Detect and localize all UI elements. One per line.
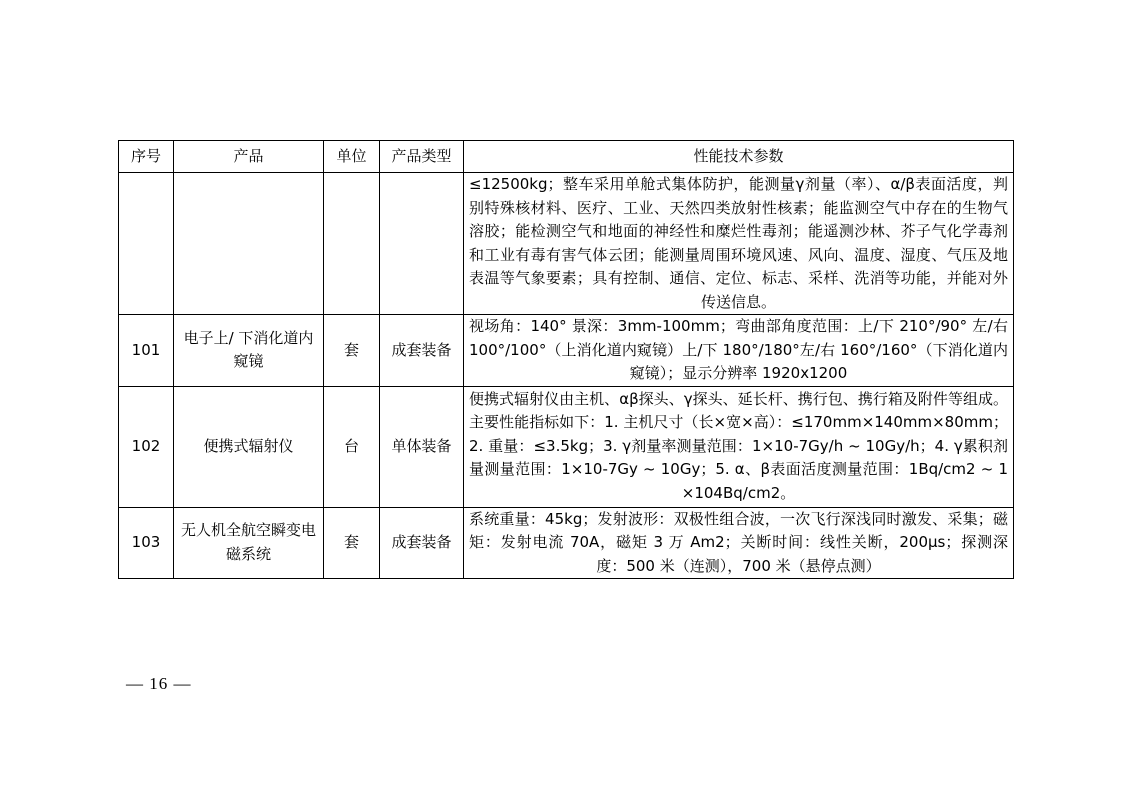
cell-no: 102 [119,386,174,507]
cell-type [380,173,464,315]
cell-no: 103 [119,507,174,579]
cell-no: 101 [119,315,174,387]
spec-table [118,140,1014,579]
cell-params: 视场角：140° 景深：3mm-100mm；弯曲部角度范围：上/下 210°/90° 左/右100°/100°（上消化道内窥镜）上/下 180°/180°左/右 160°/160°（下消化道内窥镜）；显示分辨率 1920x1200 [464,315,1014,387]
header-product: 产品 [174,141,324,173]
cell-product [174,173,324,315]
cell-unit: 套 [324,507,380,579]
cell-params: 系统重量：45kg；发射波形：双极性组合波，一次飞行深浅同时激发、采集；磁矩：发射电流 70A，磁矩 3 万 Am2；关断时间：线性关断，200μs；探测深度：500 米（连测），700 米（悬停点测） [464,507,1014,579]
table-row [119,386,1014,507]
cell-no [119,173,174,315]
page-number: — 16 — [126,674,192,693]
cell-params: 便携式辐射仪由主机、αβ探头、γ探头、延长杆、携行包、携行箱及附件等组成。主要性能指标如下：1. 主机尺寸（长×宽×高）：≤170mm×140mm×80mm；2. 重量：≤3.5kg；3. γ剂量率测量范围：1×10-7Gy/h ~ 10Gy/h；4. γ累积剂量测量范围：1×10-7Gy ~ 10Gy；5. α、β表面活度测量范围：1Bq/cm2 ~ 1×104Bq/cm2。 [464,386,1014,507]
cell-unit [324,173,380,315]
table-header-row [119,141,1014,173]
cell-product: 无人机全航空瞬变电磁系统 [174,507,324,579]
cell-type: 成套装备 [380,507,464,579]
cell-params: ≤12500kg；整车采用单舱式集体防护，能测量γ剂量（率）、α/β表面活度，判别特殊核材料、医疗、工业、天然四类放射性核素；能监测空气中存在的生物气溶胶；能检测空气和地面的神经性和糜烂性毒剂；能遥测沙林、芥子气化学毒剂和工业有毒有害气体云团；能测量周围环境风速、风向、温度、湿度、气压及地表温等气象要素；具有控制、通信、定位、标志、采样、洗消等功能，并能对外传送信息。 [464,173,1014,315]
cell-product: 便携式辐射仪 [174,386,324,507]
cell-unit: 台 [324,386,380,507]
header-params: 性能技术参数 [464,141,1014,173]
cell-unit: 套 [324,315,380,387]
cell-type: 单体装备 [380,386,464,507]
table-row [119,173,1014,315]
cell-type: 成套装备 [380,315,464,387]
table-row [119,507,1014,579]
header-unit: 单位 [324,141,380,173]
header-no: 序号 [119,141,174,173]
cell-product: 电子上/ 下消化道内窥镜 [174,315,324,387]
header-type: 产品类型 [380,141,464,173]
table-row [119,315,1014,387]
